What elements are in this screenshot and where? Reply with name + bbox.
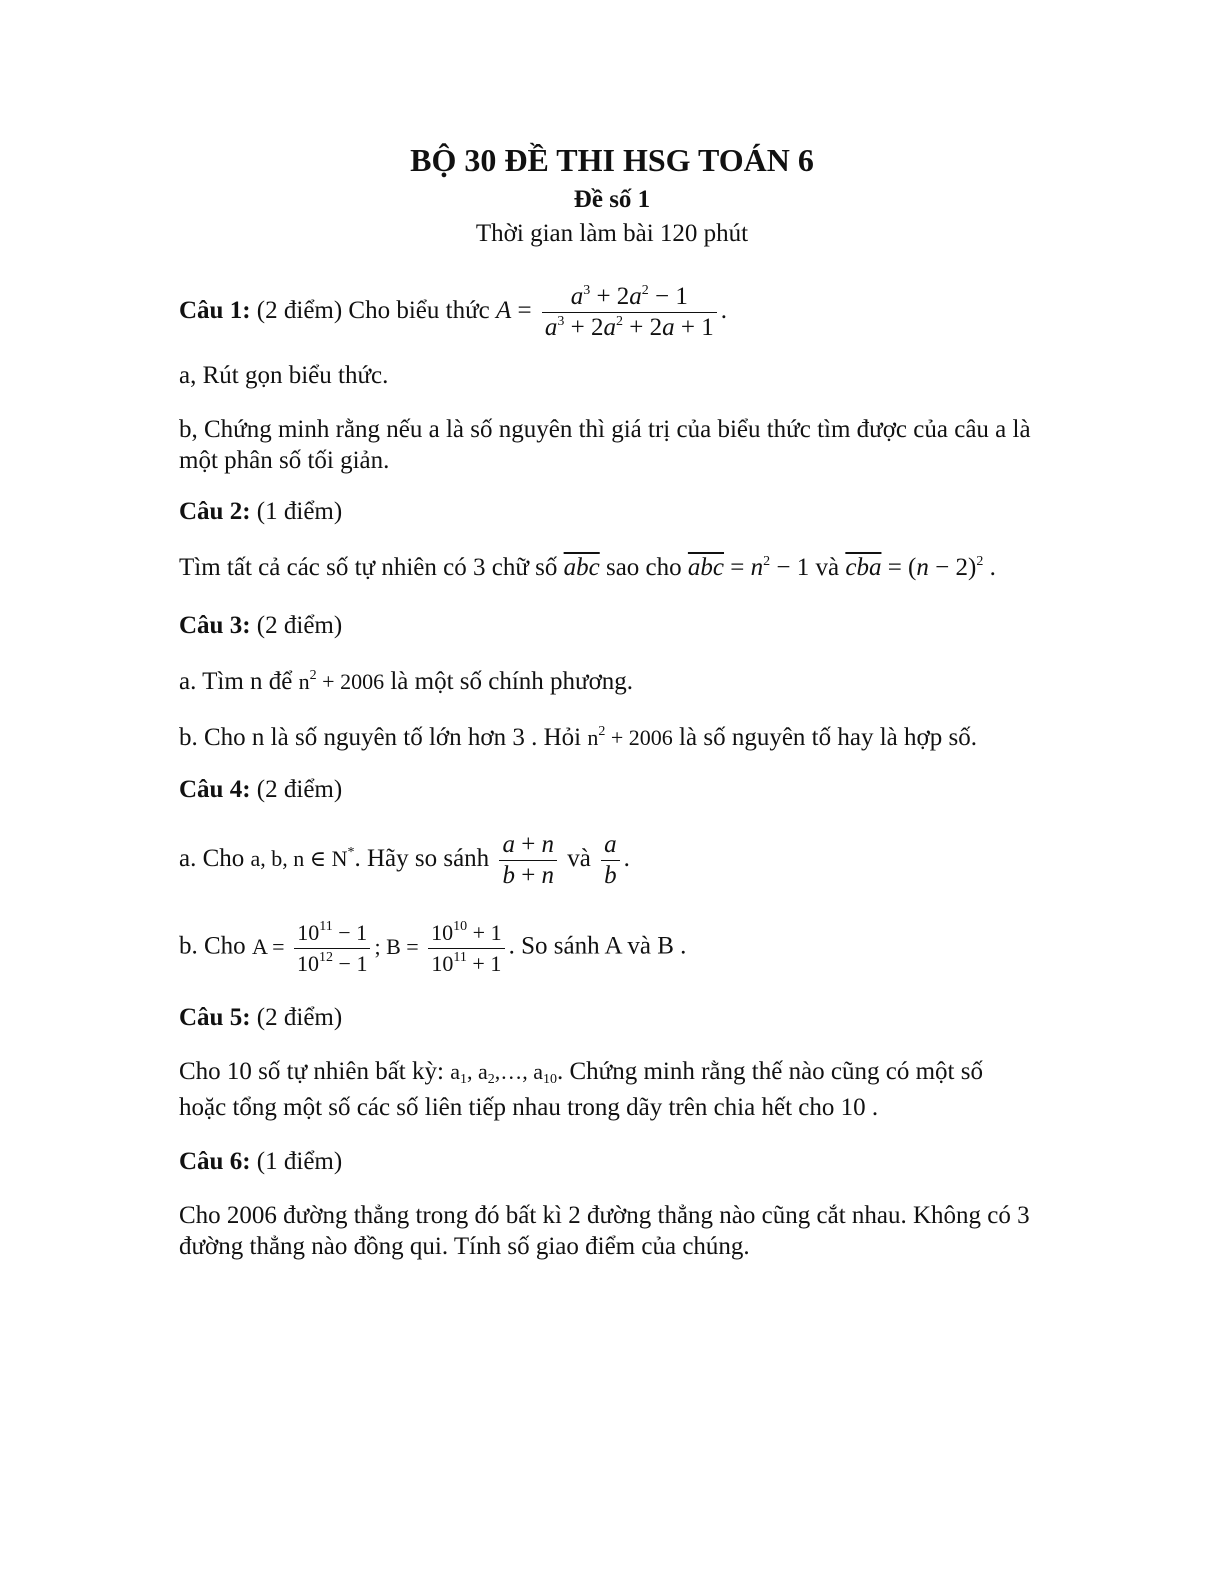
question-4a-and: và [567, 845, 591, 873]
question-3b [179, 724, 977, 752]
abc-equation: $\overline{abc} = n^2 - 1$ [687, 554, 810, 581]
question-4-header [179, 776, 342, 804]
question-5-text-end: . Chứng minh rằng thế nào cũng có một số [556, 1058, 983, 1085]
exam-number: Đề số 1 [573, 186, 651, 213]
question-3b-start: b. Cho n là số nguyên tố lớn hơn 3 . Hỏi [179, 724, 582, 751]
expression-a-value: A = $\frac{10^{11} - 1}{10^{12} - 1}$ ; [252, 934, 386, 959]
question-5-label: Câu 5: [179, 1004, 251, 1031]
question-3-header [179, 612, 342, 640]
question-3a [179, 668, 633, 696]
n-squared-plus-2006: $n^2 + 2006$ [298, 668, 385, 694]
question-2-text-mid: sao cho [605, 554, 682, 581]
question-3b-end: là số nguyên tố hay là hợp số. [679, 724, 977, 751]
question-5-points: (2 điểm) [256, 1004, 343, 1031]
question-6-header [179, 1148, 342, 1176]
question-1-points: (2 điểm) Cho biểu thức [256, 297, 490, 325]
question-4b-start: b. Cho [179, 932, 246, 960]
question-2-header [179, 498, 342, 526]
document-title: BỘ 30 ĐỀ THI HSG TOÁN 6 [410, 142, 814, 178]
question-2-text-start: Tìm tất cả các số tự nhiên có 3 chữ số [179, 554, 558, 581]
fraction-a-plus-n-over-b-plus-n: $\frac{a + n}{b + n}$ [499, 830, 557, 891]
question-6-text: Cho 2006 đường thẳng trong đó bất kì 2 đường thẳng nào cũng cắt nhau. Không có 3 đường thẳng nào đồng qui. Tính số giao điểm của chúng. [179, 1202, 1030, 1260]
question-5-text-start: Cho 10 số tự nhiên bất kỳ: [179, 1058, 444, 1085]
expression-b-value: B = $\frac{10^{10} + 1}{10^{11} + 1}$ [386, 934, 509, 959]
question-4b-end: . So sánh A và B . [508, 932, 687, 960]
question-4a: a. Cho a, b, n ∈ N*. Hãy so sánh $\frac{a + n}{b + n}$ và $\frac{a}{b}$ . [179, 831, 630, 889]
fraction-a-over-b: $\frac{a}{b}$ [601, 830, 620, 891]
question-1-label: Câu 1: [179, 297, 251, 325]
expression-a: A = $\frac{a^3 + 2a^2 - 1}{a^3 + 2a^2 + 2a + 1}$ . [496, 283, 727, 341]
question-6-label: Câu 6: [179, 1148, 251, 1175]
question-6-points: (1 điểm) [256, 1148, 343, 1175]
cba-equation: $\overline{cba} = (n - 2)^2$ . [845, 554, 996, 581]
expression-a-fraction: $\frac{a^3 + 2a^2 - 1}{a^3 + 2a^2 + 2a + 1}$ [542, 282, 717, 343]
question-1-header [179, 282, 727, 343]
fraction-a-value: $\frac{10^{11} - 1}{10^{12} - 1}$ [294, 918, 370, 979]
question-2-text-and: và [815, 554, 840, 581]
question-3-points: (2 điểm) [256, 612, 343, 639]
question-4a-mid: . Hãy so sánh [354, 845, 490, 873]
abc-overline: $\overline{abc}$ [563, 554, 600, 581]
question-5-header [179, 1004, 342, 1032]
question-1b: b, Chứng minh rằng nếu a là số nguyên thì giá trị của biểu thức tìm được của câu a là một phân số tối giản. [179, 416, 1031, 474]
question-4-label: Câu 4: [179, 776, 251, 803]
question-5-text-line-1 [179, 1058, 983, 1086]
question-2-points: (1 điểm) [256, 498, 343, 525]
question-4-points: (2 điểm) [256, 776, 343, 803]
question-3-label: Câu 3: [179, 612, 251, 639]
question-2-text [179, 554, 996, 582]
question-5-text-line-2: hoặc tổng một số các số liên tiếp nhau trong dãy trên chia hết cho 10 . [179, 1094, 879, 1121]
question-2-label: Câu 2: [179, 498, 251, 525]
abn-set: a, b, n ∈ N* [250, 845, 355, 872]
fraction-b-value: $\frac{10^{10} + 1}{10^{11} + 1}$ [428, 918, 504, 979]
question-4a-start: a. Cho [179, 845, 245, 873]
time-limit: Thời gian làm bài 120 phút [475, 220, 749, 247]
question-4b [179, 918, 686, 979]
question-1a: a, Rút gọn biểu thức. [179, 362, 389, 389]
question-3a-start: a. Tìm n để [179, 668, 293, 695]
n-squared-plus-2006-b: $n^2 + 2006$ [587, 724, 673, 750]
sequence-a1-to-a10: $a_1$, $a_2,\dots$, $a_{10}$ [450, 1059, 557, 1087]
question-3a-end: là một số chính phương. [390, 668, 634, 695]
